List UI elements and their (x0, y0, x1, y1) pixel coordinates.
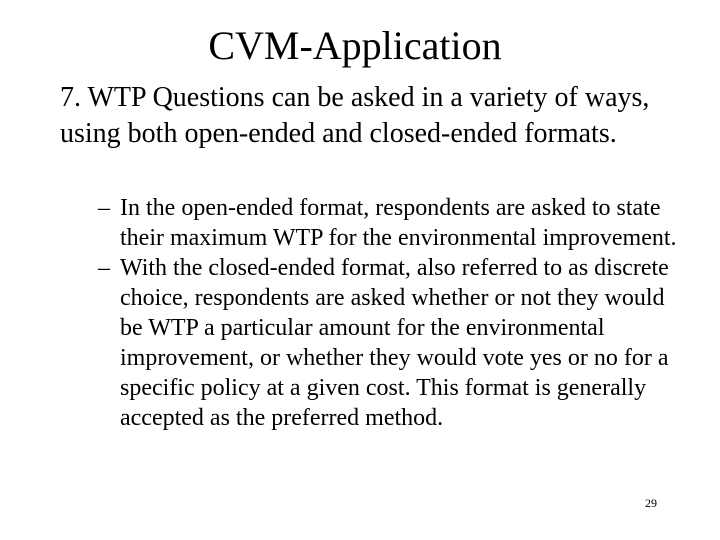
main-point (60, 80, 680, 152)
sub-point-open-ended (98, 193, 678, 253)
main-point-number: 7. (60, 82, 81, 113)
sub-point-text: With the closed-ended format, also referred to as discrete choice, respondents are asked whether or not they would be WTP a particular amount for the environmental improvement, or whether they would vote yes or no for a specific policy at a given cost. This format is generally accepted as the preferred method. (120, 255, 669, 431)
sub-point-closed-ended (98, 253, 678, 433)
sub-point-text: In the open-ended format, respondents are asked to state their maximum WTP for the environmental improvement. (120, 195, 677, 251)
sub-point-list (98, 193, 678, 433)
dash-bullet: – (98, 255, 110, 281)
main-point-text: WTP Questions can be asked in a variety of ways, using both open-ended and closed-ended formats. (60, 82, 650, 149)
slide-title: CVM-Application (208, 23, 502, 68)
page-number: 29 (645, 496, 657, 510)
dash-bullet: – (98, 195, 110, 221)
